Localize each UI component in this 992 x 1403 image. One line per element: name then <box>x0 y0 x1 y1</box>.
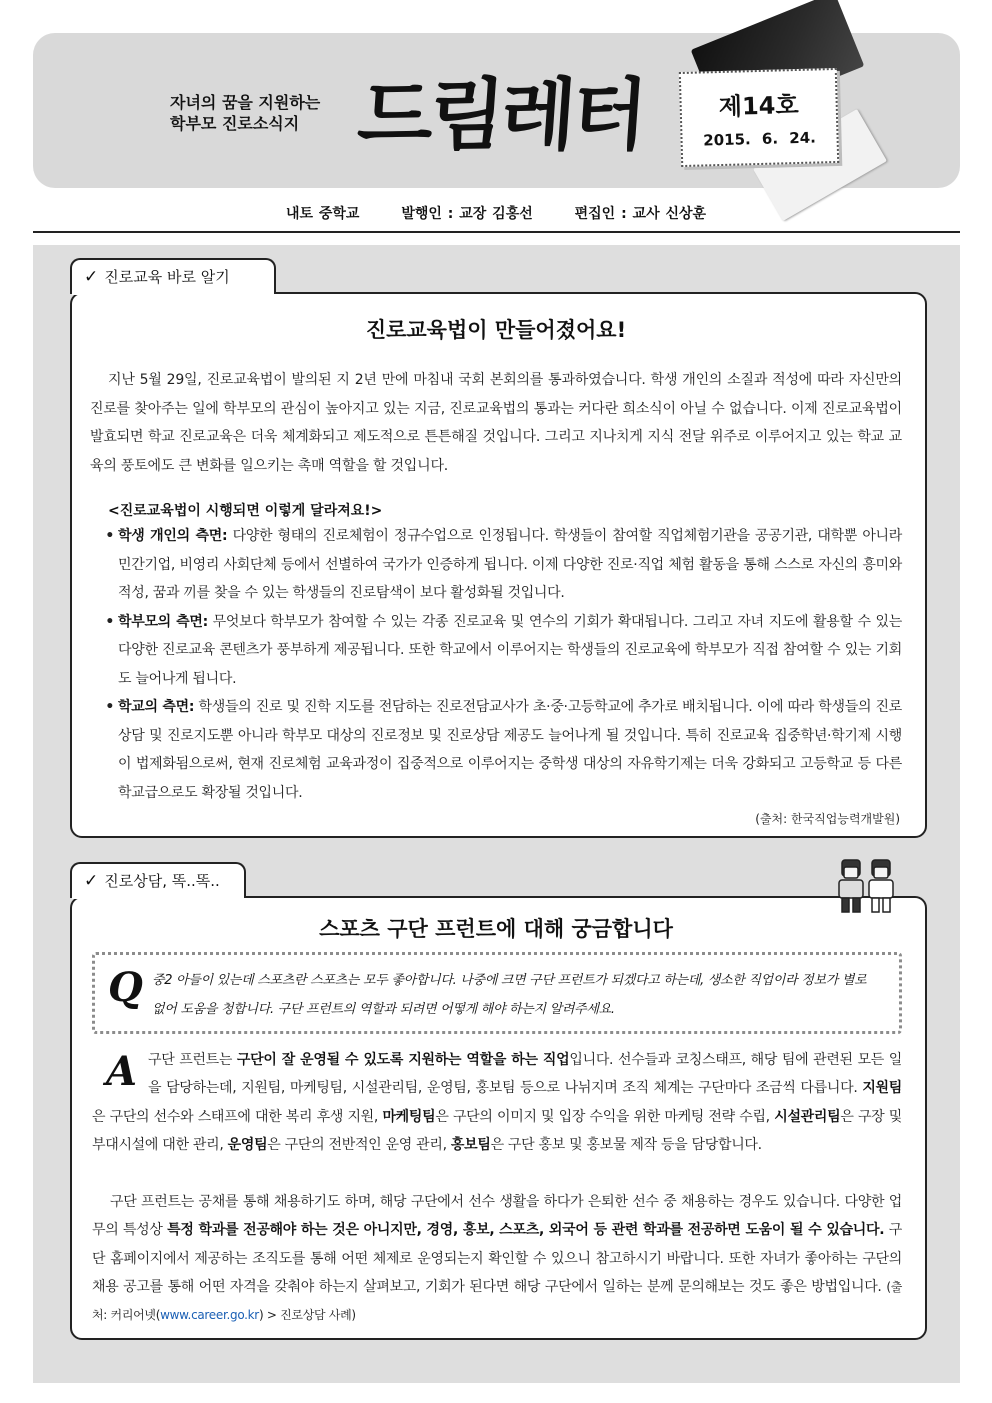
answer-paragraph-1 <box>92 1046 902 1159</box>
bullet-icon: • <box>105 699 114 715</box>
answer-emphasis: 구단이 잘 운영될 수 있도록 지원하는 역할을 하는 직업 <box>236 1052 570 1068</box>
bullet-text: 다양한 형태의 진로체험이 정규수업으로 인정됩니다. 학생들이 참여할 직업체험기관을 공공기관, 대학뿐 아니라 민간기업, 비영리 사회단체 등에서 선별하여 국가가 인증하게 됩니다. 이제 다양한 진로·직업 체험 활동을 통해 스스로 자신의 흥미와 적성, 꿈과 끼를 찾을 수 있는 학생들의 진로탐색이 보다 활성화될 것입니다. <box>118 528 902 601</box>
answer-text: 입니다. 선수들과 코칭스태프, 해당 팀에 관련된 모든 일을 담당하는데, 지원팀, 마케팅팀, 시설관리팀, 운영팀, 홍보팀 등으로 나뉘지며 조직 체계는 구단마다 조금씩 다릅니다. <box>148 1052 902 1097</box>
newsletter-title: 드림레터 <box>354 71 647 161</box>
answer-text: 은 구단 홍보 및 홍보물 제작 등을 담당합니다. <box>490 1136 762 1153</box>
tagline-line-2: 학부모 진로소식지 <box>170 114 300 133</box>
issue-card <box>679 68 839 167</box>
answer-text: 구단 프런트는 공채를 통해 채용하기도 하며, 해당 구단에서 선수 생활을 하다가 은퇴한 선수 중 채용하는 경우도 있습니다. 다양한 업무의 특성상 <box>92 1194 902 1239</box>
bullet-list <box>94 522 902 807</box>
answer-letter-spacer <box>92 1046 148 1098</box>
bullet-label: 학생 개인의 측면: <box>118 528 228 544</box>
list-item <box>94 522 902 608</box>
school-name: 내토 중학교 <box>285 206 360 222</box>
tab-label: 진로교육 바로 알기 <box>104 268 230 286</box>
answer-text: 은 구단의 선수와 스태프에 대한 복리 후생 지원, <box>92 1108 383 1125</box>
answer-emphasis: 홍보팀 <box>450 1136 491 1153</box>
publisher-line <box>0 203 992 223</box>
header-divider <box>33 231 960 233</box>
bullet-icon: • <box>105 613 114 630</box>
intro-paragraph: 지난 5월 29일, 진로교육법이 발의된 지 2년 만에 마침내 국회 본회의를 통과하였습니다. 학생 개인의 소질과 적성에 따라 자신만의 진로를 찾아주는 일에 학부모의 관심이 높아지고 있는 지금, 진로교육법의 통과는 커다란 희소식이 아닐 수 없습니다. 이제 진로교육법이 발효되면 학교 진로교육은 더욱 체계화되고 제도적으로 튼튼해질 것입니다. 그리고 지나치게 지식 전달 위주로 이루어지고 있는 학교 교육의 풍토에도 큰 변화를 일으키는 촉매 역할을 할 것입니다. <box>90 372 902 474</box>
tagline-line-1: 자녀의 꿈을 지원하는 <box>170 93 321 112</box>
source-note: (출처: 한국직업능력개발원) <box>755 812 900 826</box>
section-title: 스포츠 구단 프런트에 대해 궁금합니다 <box>319 917 673 941</box>
answer-text: 은 구단의 전반적인 운영 관리, <box>267 1136 451 1153</box>
answer-emphasis: 특정 학과를 전공해야 하는 것은 아니지만, 경영, 홍보, 스포츠, 외국어 등 관련 학과를 전공하면 도움이 될 수 있습니다. <box>167 1222 885 1239</box>
tagline <box>170 92 350 134</box>
checkmark-icon: ✓ <box>84 871 99 891</box>
issue-date: 2015. 6. 24. <box>703 128 817 150</box>
tab-join <box>72 893 244 899</box>
question-text: 중2 아들이 있는데 스포츠란 스포츠는 모두 좋아합니다. 나중에 크면 구단 프런트가 되겠다고 하는데, 생소한 직업이라 정보가 별로 없어 도움을 청합니다. 구단 프런트의 역할과 되려면 어떻게 해야 하는지 알려주세요. <box>152 973 867 1017</box>
list-item <box>94 693 902 807</box>
answer-text: 구단 홈페이지에서 제공하는 조직도를 통해 어떤 체제로 운영되는지 확인할 수 있으니 참고하시기 바랍니다. 또한 자녀가 좋아하는 구단의 채용 공고를 통해 어떤 자격을 갖춰야 하는지 살펴보고, 기회가 된다면 해당 구단에서 일하는 분께 문의해보는 것도 좋은 방법입니다. <box>92 1222 903 1295</box>
answer-text: 구단 프런트는 <box>148 1052 237 1068</box>
question-letter: Q <box>108 964 143 1011</box>
tab-label: 진로상담, 똑..똑.. <box>104 872 220 890</box>
bullet-icon: • <box>105 528 114 544</box>
tab-join <box>72 289 274 295</box>
bullet-label: 학교의 측면: <box>118 699 195 715</box>
subheading: <진로교육법이 시행되면 이렇게 달라져요!> <box>108 503 383 519</box>
answer-paragraph-2 <box>92 1188 902 1329</box>
editor-name: 편집인 : 교사 신상훈 <box>574 206 707 222</box>
people-icon <box>834 858 900 914</box>
source-text: ) > 진로상담 사례) <box>258 1308 356 1323</box>
answer-emphasis: 지원팀 <box>862 1080 902 1097</box>
publisher-name: 발행인 : 교장 김홍선 <box>401 206 533 222</box>
answer-letter: A <box>106 1048 138 1095</box>
answer-text: 은 구장 및 부대시설에 대한 관리, <box>92 1108 902 1153</box>
issue-number: 제14호 <box>718 90 799 122</box>
bullet-text: 학생들의 진로 및 진학 지도를 전담하는 진로전담교사가 초·중·고등학교에 추가로 배치됩니다. 이에 따라 학생들의 진로상담 및 진로지도뿐 아니라 학부모 대상의 진로정보 및 진로상담 제공도 늘어나게 될 것입니다. 특히 진로교육 집중학년·학기제 시행이 법제화됨으로써, 현재 진로체험 교육과정이 집중적으로 이루어지는 중학생 대상의 자유학기제는 더욱 강화되고 고등학교 등 다른 학교급으로도 확장될 것입니다. <box>118 699 902 801</box>
checkmark-icon: ✓ <box>84 267 99 287</box>
list-item <box>94 608 902 694</box>
section-title: 진로교육법이 만들어졌어요! <box>365 318 627 342</box>
bullet-text: 무엇보다 학부모가 참여할 수 있는 각종 진로교육 및 연수의 기회가 확대됩니다. 그리고 자녀 지도에 활용할 수 있는 다양한 진로교육 콘텐츠가 풍부하게 제공됩니다. 또한 학교에서 이루어지는 학생들의 진로교육에 학부모가 직접 참여할 수 있는 기회도 늘어나게 됩니다. <box>118 613 902 687</box>
bullet-label: 학부모의 측면: <box>118 613 208 630</box>
careernet-link[interactable]: www.career.go.kr <box>160 1308 259 1323</box>
answer-emphasis: 시설관리팀 <box>774 1108 841 1125</box>
answer-emphasis: 운영팀 <box>227 1136 268 1153</box>
answer-text: 은 구단의 이미지 및 입장 수익을 위한 마케팅 전략 수립, <box>435 1108 775 1125</box>
source-text: (출처: 커리어넷( <box>92 1279 902 1323</box>
answer-emphasis: 마케팅팀 <box>382 1108 436 1125</box>
